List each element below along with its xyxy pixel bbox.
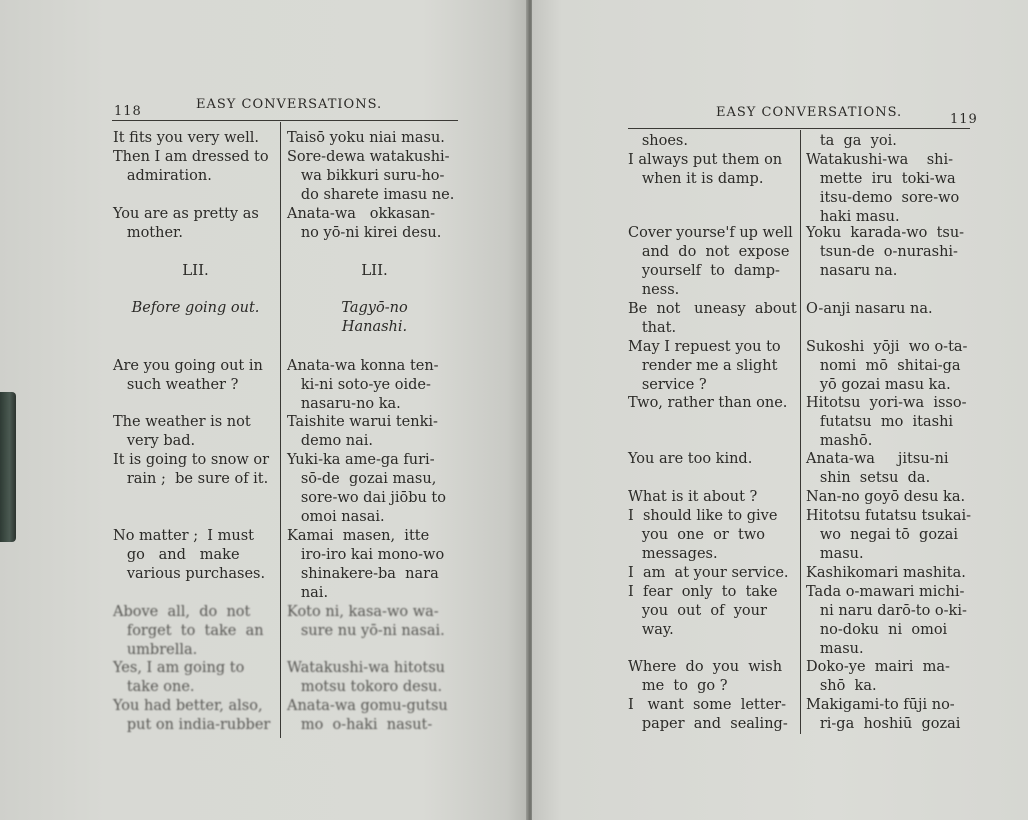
bookmark-ribbon xyxy=(0,392,16,542)
left-jp-entry-3: Anata-wa konna ten- ki-ni soto-ye oide- nasaru-no ka. xyxy=(287,358,439,412)
left-jp-entry-8: Watakushi-wa hitotsu motsu tokoro desu. xyxy=(287,660,446,695)
left-jp-entry-4: Taishite warui tenki- demo nai. xyxy=(287,414,438,449)
left-jp-section-heading: LII. xyxy=(361,261,388,279)
left-jp-section-title: Tagyō-no Hanashi. xyxy=(341,300,408,335)
left-en-entry-4: The weather is not very bad. xyxy=(113,414,251,449)
left-column-divider xyxy=(280,122,281,738)
right-page-number: 119 xyxy=(950,112,978,127)
left-header-rule xyxy=(112,120,458,121)
left-en-entry-9: You had better, also, put on india-rubber xyxy=(113,698,271,733)
right-en-entry-4: May I repuest you to render me a slight service ? xyxy=(628,339,781,393)
left-jp-entry-1: Taisō yoku niai masu. Sore-dewa watakushi- wa bikkuri suru-ho- do sharete imasu ne. xyxy=(287,130,455,203)
left-en-entry-3: Are you going out in such weather ? xyxy=(113,358,263,393)
right-page xyxy=(532,0,1028,820)
right-en-entry-5: Two, rather than one. xyxy=(628,395,788,411)
right-en-entry-9: I fear only to take you out of your way. xyxy=(628,584,778,638)
right-jp-entry-1: ta ga yoi. Watakushi-wa shi- mette iru toki-wa itsu-demo sore-wo haki masu. xyxy=(806,133,960,225)
right-jp-entry-7: Nan-no goyō desu ka. Hitotsu futatsu tsukai- wo negai tō gozai masu. xyxy=(806,489,972,562)
right-jp-entry-3: O-anji nasaru na. xyxy=(806,301,933,317)
right-jp-entry-6: Anata-wa jitsu-ni shin setsu da. xyxy=(806,451,949,486)
right-running-head: EASY CONVERSATIONS. xyxy=(716,105,903,120)
left-page-number: 118 xyxy=(114,104,142,119)
left-jp-entry-9: Anata-wa gomu-gutsu mo o-haki nasut- xyxy=(287,698,448,733)
right-en-entry-10: Where do you wish me to go ? xyxy=(628,659,783,694)
left-en-entry-5: It is going to snow or rain ; be sure of it. xyxy=(113,452,270,487)
left-en-section-title: Before going out. xyxy=(131,300,260,316)
right-header-rule xyxy=(628,128,970,129)
left-jp-entry-7: Koto ni, kasa-wo wa- sure nu yō-ni nasai. xyxy=(287,604,445,639)
right-jp-entry-9: Tada o-mawari michi- ni naru darō-to o-ki- no-doku ni omoi masu. xyxy=(806,584,967,657)
right-jp-entry-11: Makigami-to fūji no- ri-ga hoshiū gozai xyxy=(806,697,961,732)
right-en-entry-1: shoes. I always put them on when it is damp. xyxy=(628,133,783,187)
left-jp-entry-5: Yuki-ka ame-ga furi- sō-de gozai masu, sore-wo dai jiōbu to omoi nasai. xyxy=(287,452,446,525)
right-jp-entry-10: Doko-ye mairi ma- shō ka. xyxy=(806,659,950,694)
right-column-divider xyxy=(800,130,801,734)
left-running-head: EASY CONVERSATIONS. xyxy=(196,97,383,112)
left-en-entry-7: Above all, do not forget to take an umbrella. xyxy=(113,604,264,658)
right-en-entry-11: I want some letter- paper and sealing- xyxy=(628,697,788,732)
left-jp-entry-6: Kamai masen, itte iro-iro kai mono-wo shinakere-ba nara nai. xyxy=(287,528,445,601)
right-jp-entry-4: Sukoshi yōji wo o-ta- nomi mō shitai-ga yō gozai masu ka. xyxy=(806,339,968,393)
left-en-entry-2: You are as pretty as mother. xyxy=(113,206,259,241)
right-en-entry-8: I am at your service. xyxy=(628,565,789,581)
left-en-entry-1: It fits you very well. Then I am dressed to admiration. xyxy=(113,130,269,184)
right-jp-entry-8: Kashikomari mashita. xyxy=(806,565,966,581)
right-en-entry-2: Cover yourse'f up well and do not expose yourself to damp- ness. xyxy=(628,225,793,298)
left-en-entry-6: No matter ; I must go and make various purchases. xyxy=(113,528,266,582)
right-en-entry-6: You are too kind. xyxy=(628,451,753,467)
right-jp-entry-5: Hitotsu yori-wa isso- futatsu mo itashi mashō. xyxy=(806,395,967,449)
left-jp-entry-2: Anata-wa okkasan- no yō-ni kirei desu. xyxy=(287,206,442,241)
right-en-entry-3: Be not uneasy about that. xyxy=(628,301,797,336)
left-en-section-heading: LII. xyxy=(182,261,209,279)
left-en-entry-8: Yes, I am going to take one. xyxy=(113,660,245,695)
right-en-entry-7: What is it about ? I should like to give you one or two messages. xyxy=(628,489,778,562)
right-jp-entry-2: Yoku karada-wo tsu- tsun-de o-nurashi- nasaru na. xyxy=(806,225,965,279)
